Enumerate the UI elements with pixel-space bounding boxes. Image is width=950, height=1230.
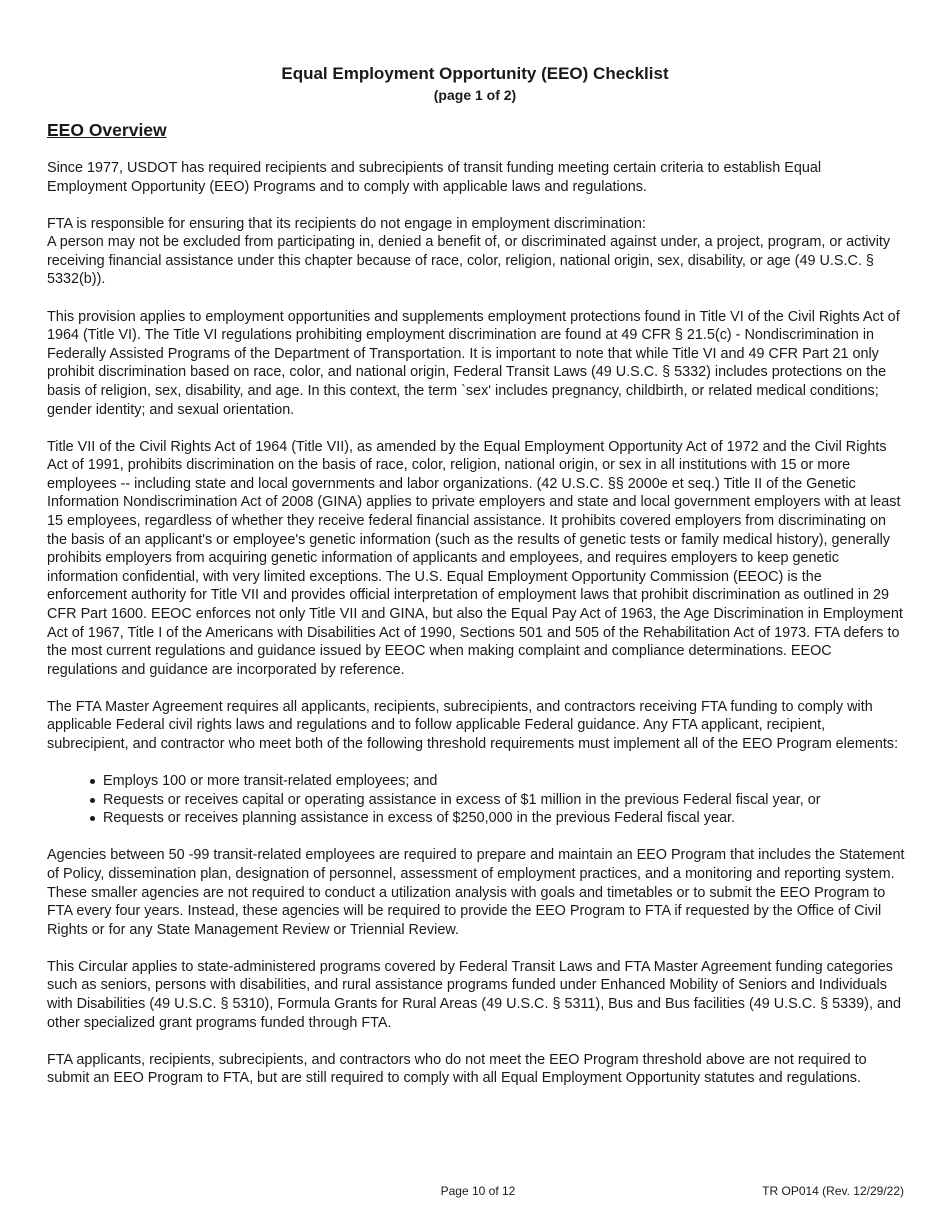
list-item: Requests or receives capital or operating assistance in excess of $1 million in the previous Federal fiscal year, or xyxy=(103,791,905,810)
paragraph-7: This Circular applies to state-administered programs covered by Federal Transit Laws and FTA Master Agreement funding categories such as seniors, persons with disabilities, and rural assistance programs funded under Enhanced Mobility of Seniors and Individuals with Disabilities (49 U.S.C. § 5310), Formula Grants for Rural Areas (49 U.S.C. § 5311), Bus and Bus facilities (49 U.S.C. § 5339), and other specialized grant programs funded through FTA. xyxy=(47,958,901,1031)
form-revision: TR OP014 (Rev. 12/29/22) xyxy=(762,1184,904,1198)
list-item: Employs 100 or more transit-related employees; and xyxy=(103,772,905,791)
paragraph-2-quote: A person may not be excluded from participating in, denied a benefit of, or discriminated against under, a project, program, or activity receiving financial assistance under this chapter because of race, color, religion, national origin, sex, disability, or age (49 U.S.C. § 5332(b)). xyxy=(47,234,891,288)
paragraph-4: Title VII of the Civil Rights Act of 1964 (Title VII), as amended by the Equal Employment Opportunity Act of 1972 and the Civil Rights Act of 1991, prohibits discrimination on the basis of race, color, religion, national origin, or sex in all institutions with 15 or more employees -- including state and local governments and labor organizations. (42 U.S.C. §§ 2000e et seq.) Title II of the Genetic Information Nondiscrimination Act of 2008 (GINA) applies to private employers and state and local government employers with at least 15 employees, regardless of whether they receive federal financial assistance. It prohibits covered employers from discriminating on the basis of an applicant's or employee's genetic information (such as the results of genetic tests or family medical history), generally prohibits employers from acquiring genetic information of applicants and employees, and requires employers to keep genetic information confidential, with very limited exceptions. The U.S. Equal Employment Opportunity Commission (EEOC) is the enforcement authority for Title VII and provides official interpretation of employment laws that prohibit discrimination as outlined in 29 CFR Part 1600. EEOC enforces not only Title VII and GINA, but also the Equal Pay Act of 1963, the Age Discrimination in Employment Act of 1967, Title I of the Americans with Disabilities Act of 1990, Sections 501 and 505 of the Rehabilitation Act of 1973. FTA defers to the most current regulations and guidance issued by EEOC when making complaint and compliance determinations. EEOC regulations and guidance are incorporated by reference. xyxy=(47,438,903,678)
threshold-list xyxy=(47,772,905,828)
list-item: Requests or receives planning assistance in excess of $250,000 in the previous Federal fiscal year. xyxy=(103,809,905,828)
paragraph-6: Agencies between 50 -99 transit-related employees are required to prepare and maintain an EEO Program that includes the Statement of Policy, dissemination plan, designation of personnel, assessment of employment practices, and a monitoring and reporting system. These smaller agencies are not required to conduct a utilization analysis with goals and timetables or to submit the EEO Program to FTA every four years. Instead, these agencies will be required to provide the EEO Program to FTA if requested by the Office of Civil Rights or for any State Management Review or Triennial Review. xyxy=(47,847,905,938)
paragraph-1: Since 1977, USDOT has required recipients and subrecipients of transit funding meeting certain criteria to establish Equal Employment Opportunity (EEO) Programs and to comply with applicable laws and regulations. xyxy=(47,160,822,195)
page-subtitle: (page 1 of 2) xyxy=(433,87,517,103)
paragraph-2-intro: FTA is responsible for ensuring that its recipients do not engage in employment discrimination: xyxy=(47,215,646,232)
paragraph-5: The FTA Master Agreement requires all applicants, recipients, subrecipients, and contractors receiving FTA funding to comply with applicable Federal civil rights laws and regulations and to follow applicable Federal guidance. Any FTA applicant, recipient, subrecipient, and contractor who meet both of the following threshold requirements must implement all of the EEO Program elements: xyxy=(47,698,899,753)
paragraph-3: This provision applies to employment opportunities and supplements employment protections found in Title VI of the Civil Rights Act of 1964 (Title VI). The Title VI regulations prohibiting employment discrimination are found at 49 CFR § 21.5(c) - Nondiscrimination in Federally Assisted Programs of the Department of Transportation. It is important to note that while Title VI and 49 CFR Part 21 only prohibit discrimination based on race, color, and national origin, Federal Transit Laws (49 U.S.C. § 5332) includes protections on the basis of religion, sex, disability, and age. In this context, the term `sex' includes pregnancy, childbirth, or related medical conditions; gender identity; and sexual orientation. xyxy=(47,308,900,418)
page-title: Equal Employment Opportunity (EEO) Checklist xyxy=(281,64,669,83)
paragraph-8: FTA applicants, recipients, subrecipients, and contractors who do not meet the EEO Program threshold above are not required to submit an EEO Program to FTA, but are still required to comply with all Equal Employment Opportunity statutes and regulations. xyxy=(47,1051,867,1087)
document-body xyxy=(47,159,905,1106)
page-number: Page 10 of 12 xyxy=(440,1184,516,1198)
section-heading: EEO Overview xyxy=(47,120,167,140)
